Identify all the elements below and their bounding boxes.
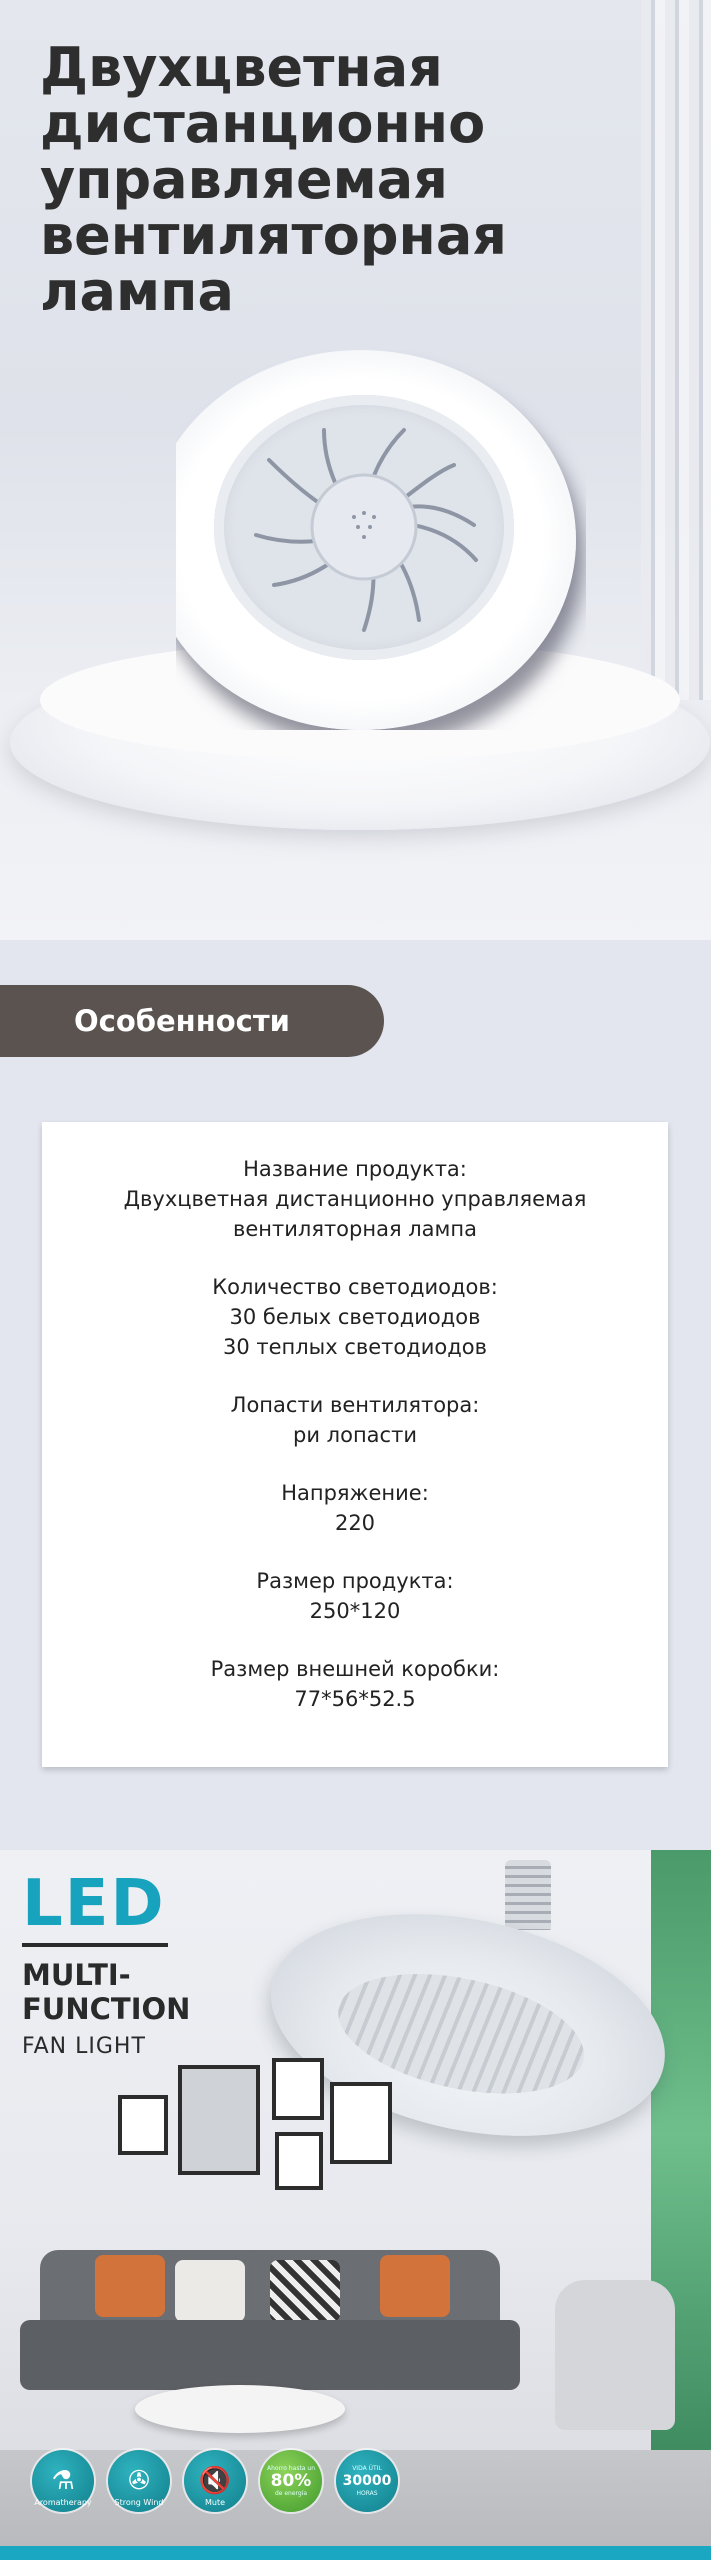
accent-bar xyxy=(0,2546,711,2560)
spec-value: 77*56*52.5 xyxy=(294,1687,416,1711)
multi-function-line: MULTI- xyxy=(22,1958,131,1992)
feature-badges xyxy=(30,2450,400,2512)
led-heading: LED xyxy=(22,1867,166,1941)
multi-function-heading xyxy=(22,1958,190,2026)
fan-lamp-image xyxy=(176,350,586,730)
spec-value: 30 белых светодиодов xyxy=(229,1305,481,1329)
features-banner-label: Особенности xyxy=(74,1004,290,1038)
wall-frame-eiffel xyxy=(178,2065,260,2175)
badge-big-value: 30000 xyxy=(342,2473,392,2489)
e27-socket-icon xyxy=(505,1860,551,1930)
fan-blades-icon xyxy=(214,395,514,660)
armchair xyxy=(555,2280,675,2430)
fan-light-subtitle: FAN LIGHT xyxy=(22,2034,146,2059)
wall-frame-bonjour xyxy=(330,2082,392,2164)
spec-product-size xyxy=(42,1566,668,1626)
energy-icon xyxy=(260,2450,322,2512)
hero-title-line: вентиляторная xyxy=(40,204,507,267)
heading-divider xyxy=(22,1943,168,1947)
badge-label: Mute xyxy=(204,2498,226,2507)
badge-label: Aromatherapy xyxy=(34,2498,92,2507)
spec-value: Двухцветная дистанционно управляемая xyxy=(123,1187,587,1211)
hero-title-line: управляемая xyxy=(40,148,448,211)
background-curtain xyxy=(641,0,711,700)
badge-label: Strong Wind xyxy=(114,2498,164,2507)
spec-label: Лопасти вентилятора: xyxy=(230,1393,480,1417)
hero-title xyxy=(40,36,600,323)
multi-function-line: FUNCTION xyxy=(22,1992,191,2026)
pillow xyxy=(175,2260,245,2322)
hero-title-line: лампа xyxy=(40,260,234,323)
wall-frame xyxy=(118,2095,168,2155)
spec-label: Размер продукта: xyxy=(256,1569,454,1593)
spec-card xyxy=(42,1122,668,1767)
fan-grille xyxy=(214,395,514,660)
badge-bottom-text: HORAS xyxy=(356,2490,378,2497)
wall-frame xyxy=(272,2058,324,2120)
spec-label: Количество светодиодов: xyxy=(212,1275,498,1299)
spec-label: Размер внешней коробки: xyxy=(210,1657,500,1681)
sofa-seat xyxy=(20,2320,520,2390)
spec-led-count xyxy=(42,1272,668,1362)
product-photo xyxy=(0,1850,711,2560)
spec-value: 220 xyxy=(334,1511,376,1535)
wall-frame xyxy=(275,2132,323,2190)
badge-big-value: 80% xyxy=(270,2471,312,2491)
spec-label: Название продукта: xyxy=(243,1157,467,1181)
badge-top-text: VIDA ÚTIL xyxy=(352,2465,382,2472)
spec-value: 250*120 xyxy=(309,1599,401,1623)
badge-bottom-text: de energía xyxy=(274,2490,308,2497)
badge-mute xyxy=(182,2450,248,2507)
hero-section xyxy=(0,0,711,940)
spec-product-name xyxy=(42,1154,668,1244)
spec-value: вентиляторная лампа xyxy=(232,1217,477,1241)
pillow xyxy=(270,2260,340,2322)
features-banner xyxy=(0,985,384,1057)
fan-icon: ✇ xyxy=(128,2466,150,2496)
spec-voltage xyxy=(42,1478,668,1538)
mute-icon: 🔇 xyxy=(198,2466,232,2496)
spec-label: Напряжение: xyxy=(281,1481,429,1505)
hero-title-line: Двухцветная xyxy=(40,36,443,99)
spec-box-size xyxy=(42,1654,668,1714)
coffee-table xyxy=(135,2385,345,2433)
badge-aromatherapy xyxy=(30,2450,96,2507)
pillow xyxy=(380,2255,450,2317)
spec-value: ри лопасти xyxy=(293,1423,417,1447)
pillow xyxy=(95,2255,165,2317)
badge-lifetime xyxy=(334,2450,400,2512)
hero-title-line: дистанционно xyxy=(40,92,486,155)
badge-top-text: Ahorro hasta un xyxy=(267,2465,315,2472)
fan-lamp-product xyxy=(251,1881,686,2170)
spec-fan-blades xyxy=(42,1390,668,1450)
badge-strong-wind xyxy=(106,2450,172,2507)
badge-energy xyxy=(258,2450,324,2512)
lifetime-icon xyxy=(336,2450,398,2512)
spec-value: 30 теплых светодиодов xyxy=(222,1335,488,1359)
aroma-icon: ⚗ xyxy=(51,2466,75,2496)
